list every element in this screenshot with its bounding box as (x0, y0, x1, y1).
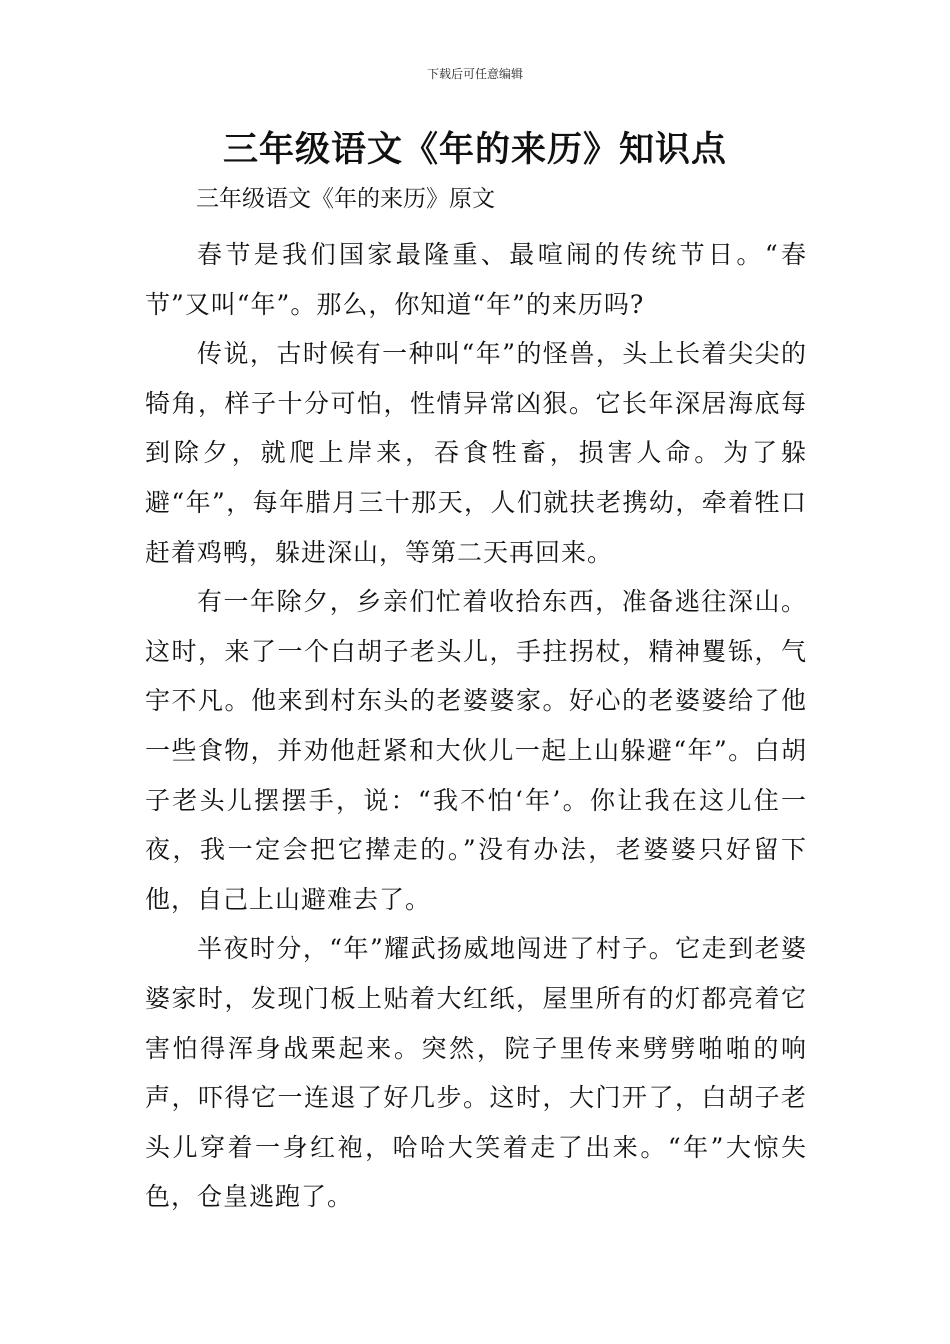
paragraph-old-man-arrives: 有一年除夕，乡亲们忙着收拾东西，准备逃往深山。这时，来了一个白胡子老头儿，手拄拐杖，精神矍铄，气宇不凡。他来到村东头的老婆婆家。好心的老婆婆给了他一些食物，并劝他赶紧和大伙儿一起上山躲避“年”。白胡子老头儿摆摆手，说：“我不怕‘年’。你让我在这儿住一夜，我一定会把它撵走的。”没有办法，老婆婆只好留下他，自己上山避难去了。 (145, 587, 807, 914)
paragraph-nian-legend: 传说，古时候有一种叫“年”的怪兽，头上长着尖尖的犄角，样子十分可怕，性情异常凶狠。它长年深居海底每到除夕，就爬上岸来，吞食牲畜，损害人命。为了躲避“年”，每年腊月三十那天，人们就扶老携幼，牵着牲口赶着鸡鸭，躲进深山，等第二天再回来。 (145, 339, 807, 567)
paragraph-spring-festival-intro: 春节是我们国家最隆重、最喧闹的传统节日。“春节”又叫“年”。那么，你知道“年”的来历吗? (145, 240, 807, 319)
document-body (145, 230, 807, 1222)
document-subtitle: 三年级语文《年的来历》原文 (196, 186, 495, 212)
paragraph-nian-flees: 半夜时分，“年”耀武扬威地闯进了村子。它走到老婆婆家时，发现门板上贴着大红纸，屋里所有的灯都亮着它害怕得浑身战栗起来。突然，院子里传来劈劈啪啪的响声，吓得它一连退了好几步。这时，大门开了，白胡子老头儿穿着一身红袍，哈哈大笑着走了出来。“年”大惊失色，仓皇逃跑了。 (145, 934, 807, 1212)
page-header-note: 下载后可任意编辑 (426, 67, 523, 81)
document-title: 三年级语文《年的来历》知识点 (222, 130, 727, 170)
